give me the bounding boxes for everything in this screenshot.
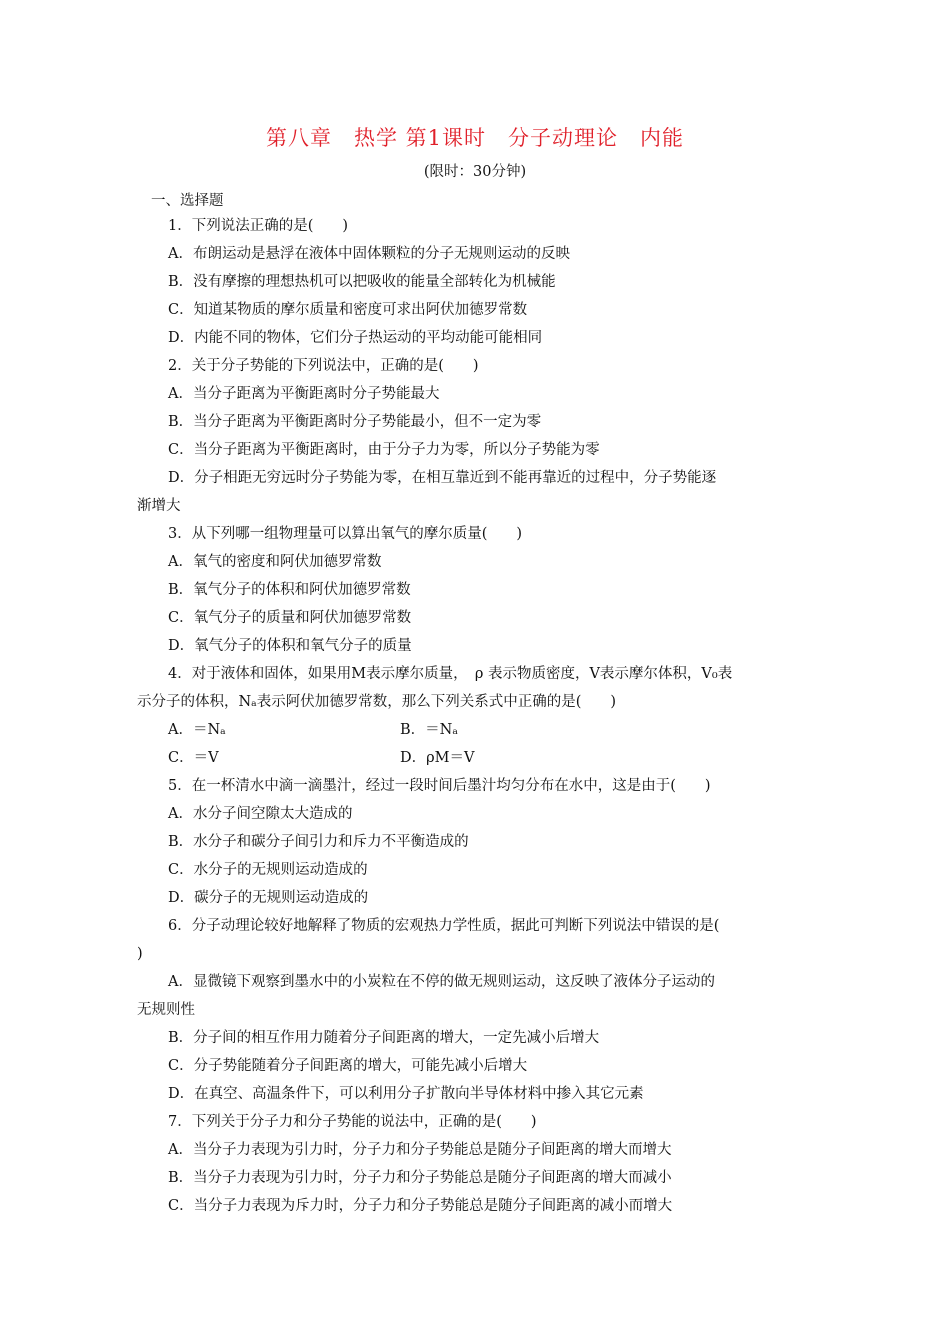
option-text: B．＝Nₐ — [400, 722, 458, 738]
question-stem: 7．下列关于分子力和分子势能的说法中，正确的是( ) — [168, 1114, 537, 1130]
option-text: B．没有摩擦的理想热机可以把吸收的能量全部转化为机械能 — [168, 274, 556, 290]
option-text: B．氧气分子的体积和阿伏加德罗常数 — [168, 582, 411, 598]
question-stem: 6．分子动理论较好地解释了物质的宏观热力学性质，据此可判断下列说法中错误的是( — [168, 918, 720, 934]
question-stem: 5．在一杯清水中滴一滴墨汁，经过一段时间后墨汁均匀分布在水中，这是由于( ) — [168, 778, 711, 794]
option-text: D．内能不同的物体，它们分子热运动的平均动能可能相同 — [168, 330, 543, 346]
option-text: A．氧气的密度和阿伏加德罗常数 — [168, 554, 382, 570]
option-text: C．＝V — [168, 750, 219, 766]
option-text: A．水分子间空隙太大造成的 — [168, 806, 353, 822]
time-limit: (限时：30分钟) — [423, 164, 527, 180]
option-text: C．当分子力表现为斥力时，分子力和分子势能总是随分子间距离的减小而增大 — [168, 1198, 673, 1214]
option-text: C．知道某物质的摩尔质量和密度可求出阿伏加德罗常数 — [168, 302, 528, 318]
option-pair-row — [137, 744, 817, 772]
option-text: A．当分子力表现为引力时，分子力和分子势能总是随分子间距离的增大而增大 — [168, 1142, 672, 1158]
page-title: 第八章 热学 第1课时 分子动理论 内能 — [265, 126, 685, 150]
option-text: B．分子间的相互作用力随着分子间距离的增大，一定先减小后增大 — [168, 1030, 600, 1046]
option-text: D．碳分子的无规则运动造成的 — [168, 890, 369, 906]
option-text: D．分子相距无穷远时分子势能为零，在相互靠近到不能再靠近的过程中，分子势能逐 — [168, 470, 717, 486]
question-list — [137, 212, 817, 1220]
option-text: A．当分子距离为平衡距离时分子势能最大 — [168, 386, 440, 402]
option-text: C．水分子的无规则运动造成的 — [168, 862, 368, 878]
question-stem: 4．对于液体和固体，如果用M表示摩尔质量， ρ 表示物质密度，V表示摩尔体积，V₀表 — [168, 666, 733, 682]
continuation-text: 示分子的体积，Nₐ表示阿伏加德罗常数，那么下列关系式中正确的是( ) — [137, 694, 617, 710]
option-text: B．水分子和碳分子间引力和斥力不平衡造成的 — [168, 834, 469, 850]
option-text: A．布朗运动是悬浮在液体中固体颗粒的分子无规则运动的反映 — [168, 246, 570, 262]
question-stem: 3．从下列哪一组物理量可以算出氧气的摩尔质量( ) — [168, 526, 523, 542]
section-heading: 一、选择题 — [151, 193, 224, 209]
option-text: B．当分子力表现为引力时，分子力和分子势能总是随分子间距离的增大而减小 — [168, 1170, 672, 1186]
question-stem: 2．关于分子势能的下列说法中，正确的是( ) — [168, 358, 479, 374]
option-text: D．在真空、高温条件下，可以利用分子扩散向半导体材料中掺入其它元素 — [168, 1086, 644, 1102]
option-text: A．＝Nₐ — [168, 722, 226, 738]
option-text: A．显微镜下观察到墨水中的小炭粒在不停的做无规则运动，这反映了液体分子运动的 — [168, 974, 715, 990]
option-text: C．分子势能随着分子间距离的增大，可能先减小后增大 — [168, 1058, 528, 1074]
option-text: B．当分子距离为平衡距离时分子势能最小，但不一定为零 — [168, 414, 542, 430]
question-stem: 1．下列说法正确的是( ) — [168, 218, 349, 234]
continuation-text: 渐增大 — [137, 498, 181, 514]
continuation-text: ) — [137, 946, 143, 962]
option-text: C．当分子距离为平衡距离时，由于分子力为零，所以分子势能为零 — [168, 442, 600, 458]
option-text: D．ρM＝V — [400, 750, 475, 766]
option-text: C．氧气分子的质量和阿伏加德罗常数 — [168, 610, 412, 626]
option-pair-row — [137, 716, 817, 744]
option-text: D．氧气分子的体积和氧气分子的质量 — [168, 638, 412, 654]
continuation-text: 无规则性 — [137, 1002, 195, 1018]
